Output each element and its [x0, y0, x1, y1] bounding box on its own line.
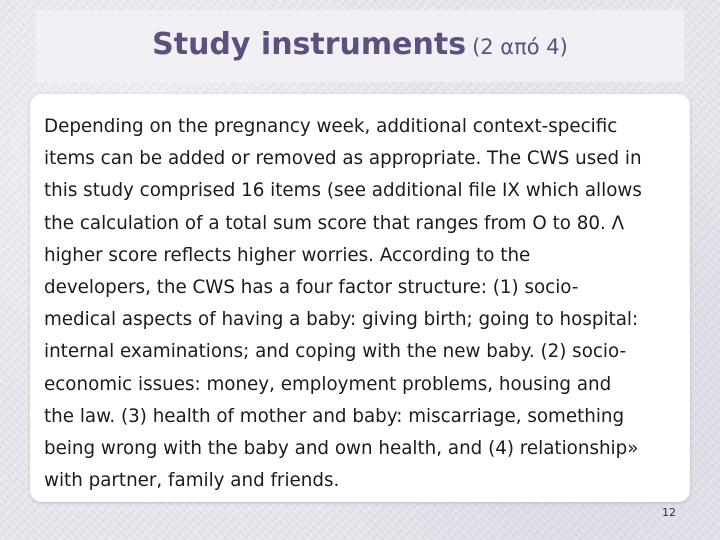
- body-line: economic issues: money, employment problems, housing and: [44, 373, 612, 395]
- slide-title: [152, 27, 568, 65]
- title-bar: [36, 10, 684, 82]
- body-line: higher score reflects higher worries. According to the: [44, 244, 531, 266]
- body-line: Depending on the pregnancy week, additional context-specific: [44, 116, 618, 137]
- body-line: with partner, family and friends.: [44, 470, 340, 492]
- body-line: developers, the CWS has a four factor structure: (1) socio-: [44, 277, 579, 299]
- content-box: [30, 94, 690, 502]
- body-line: being wrong with the baby and own health, and (4) relationship»: [44, 438, 639, 460]
- body-line: this study comprised 16 items (see additional file IX which allows: [44, 180, 642, 202]
- body-paragraph: [44, 111, 686, 497]
- body-line: internal examinations; and coping with the new baby. (2) socio-: [44, 341, 627, 363]
- body-line: the calculation of a total sum score that ranges from O to 80. Λ: [44, 212, 625, 234]
- body-line: items can be added or removed as appropriate. The CWS used in: [44, 148, 642, 170]
- body-line: medical aspects of having a baby: giving birth; going to hospital:: [44, 309, 639, 331]
- slide-title-subtitle: (2 από 4): [472, 35, 568, 59]
- slide-title-main: Study instruments: [152, 27, 467, 62]
- slide-number: 12: [662, 506, 676, 519]
- body-line: the law. (3) health of mother and baby: miscarriage, something: [44, 405, 625, 427]
